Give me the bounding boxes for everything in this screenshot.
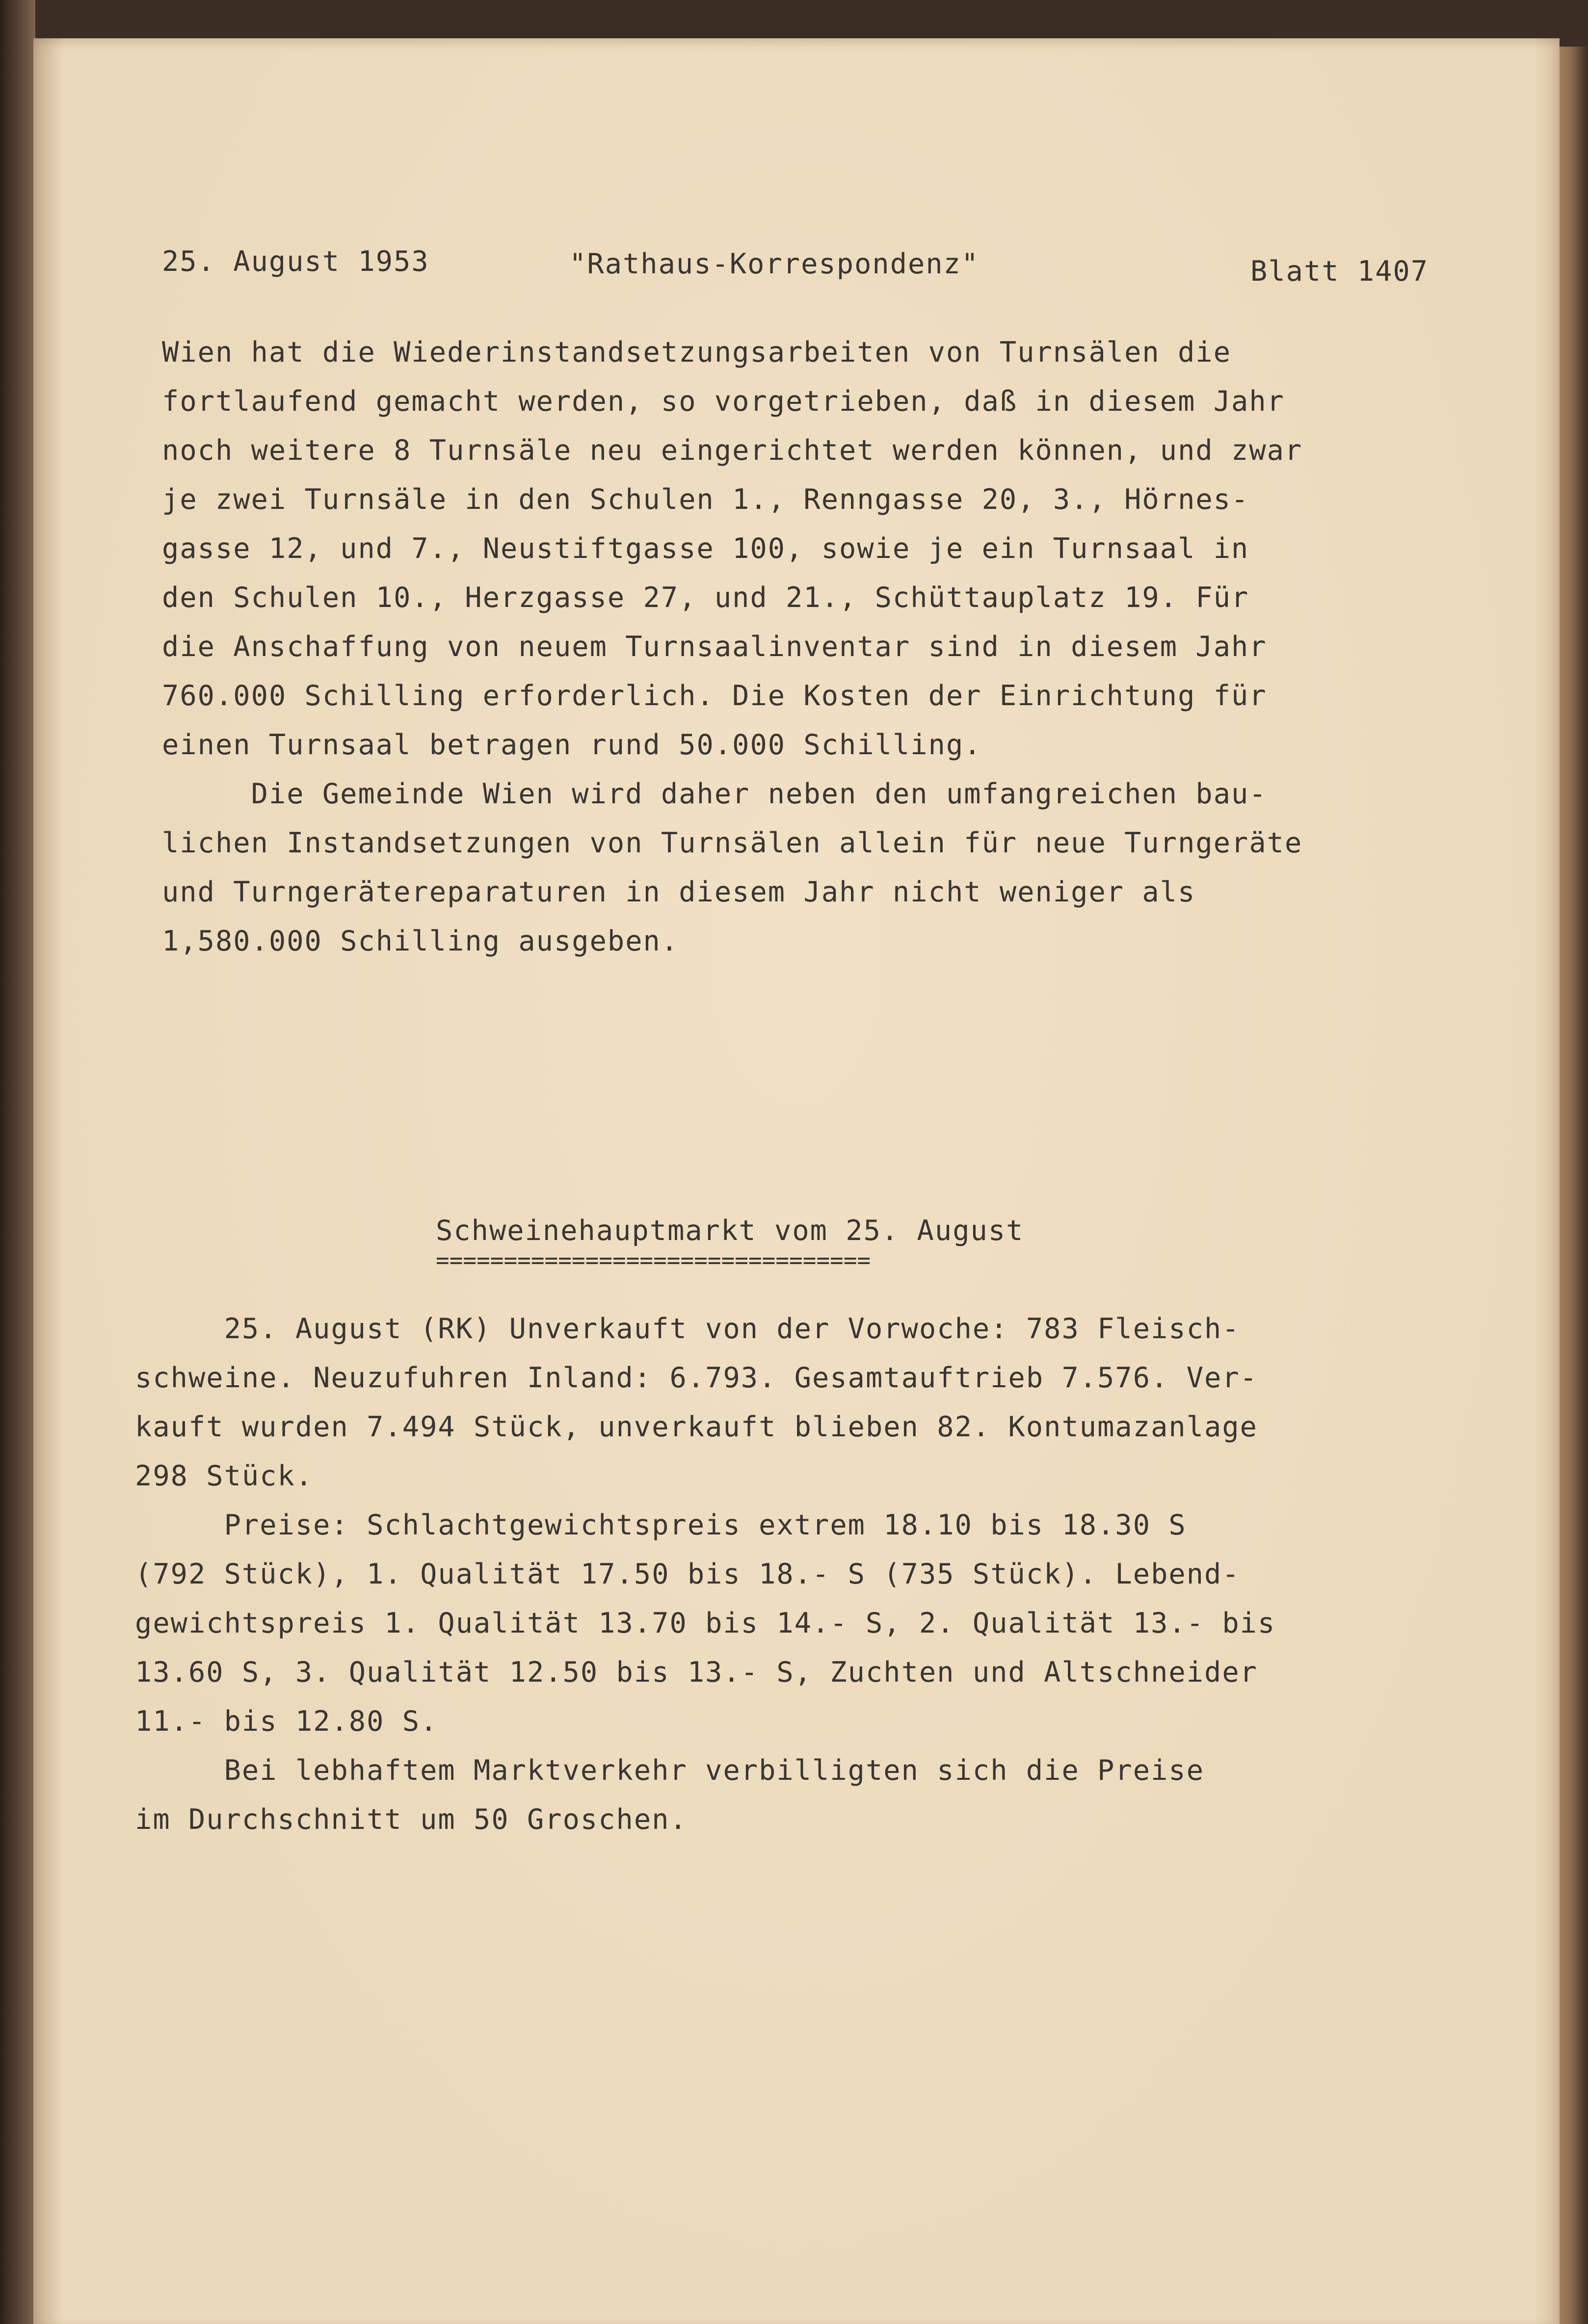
article2-line: im Durchschnitt um 50 Groschen. <box>135 1803 688 1836</box>
article1-line: einen Turnsaal betragen rund 50.000 Schilling. <box>162 729 982 761</box>
article1-line: lichen Instandsetzungen von Turnsälen allein für neue Turngeräte <box>162 827 1303 859</box>
article2-line: Bei lebhaftem Marktverkehr verbilligten sich die Preise <box>135 1754 1205 1787</box>
article2-title-underline: ================================ <box>436 1247 871 1273</box>
article2-line: 298 Stück. <box>135 1460 314 1492</box>
article2-line: 13.60 S, 3. Qualität 12.50 bis 13.- S, Zuchten und Altschneider <box>135 1656 1258 1689</box>
article1-line: Wien hat die Wiederinstandsetzungsarbeiten von Turnsälen die <box>162 336 1232 369</box>
article1-line: und Turngerätereparaturen in diesem Jahr nicht weniger als <box>162 876 1196 908</box>
header-publication: "Rathaus-Korrespondenz" <box>569 248 979 280</box>
article1-line: fortlaufend gemacht werden, so vorgetrieben, daß in diesem Jahr <box>162 385 1285 418</box>
article1-line: je zwei Turnsäle in den Schulen 1., Renngasse 20, 3., Hörnes- <box>162 483 1249 516</box>
article2-line: (792 Stück), 1. Qualität 17.50 bis 18.- S (735 Stück). Lebend- <box>135 1558 1240 1590</box>
article1-line: 760.000 Schilling erforderlich. Die Kosten der Einrichtung für <box>162 680 1267 712</box>
article1-body <box>162 336 1477 977</box>
article2-line: gewichtspreis 1. Qualität 13.70 bis 14.- S, 2. Qualität 13.- bis <box>135 1607 1276 1639</box>
article1-line: noch weitere 8 Turnsäle neu eingerichtet werden können, und zwar <box>162 434 1303 467</box>
article2-line: schweine. Neuzufuhren Inland: 6.793. Gesamtauftrieb 7.576. Ver- <box>135 1362 1258 1394</box>
book-binding-edge <box>0 0 35 2324</box>
article2-line: 25. August (RK) Unverkauft von der Vorwoche: 783 Fleisch- <box>135 1313 1240 1345</box>
article1-line: Die Gemeinde Wien wird daher neben den umfangreichen bau- <box>162 778 1267 810</box>
article2-line: Preise: Schlachtgewichtspreis extrem 18.10 bis 18.30 S <box>135 1509 1187 1541</box>
article1-line: gasse 12, und 7., Neustiftgasse 100, sowie je ein Turnsaal in <box>162 532 1249 565</box>
article1-line: 1,580.000 Schilling ausgeben. <box>162 925 679 957</box>
article1-line: den Schulen 10., Herzgasse 27, und 21., Schüttauplatz 19. Für <box>162 581 1249 614</box>
article2-line: kauft wurden 7.494 Stück, unverkauft blieben 82. Kontumazanlage <box>135 1411 1258 1443</box>
header-date: 25. August 1953 <box>162 245 429 278</box>
article2-line: 11.- bis 12.80 S. <box>135 1705 438 1738</box>
article1-line: die Anschaffung von neuem Turnsaalinventar sind in diesem Jahr <box>162 631 1267 663</box>
article2-body <box>135 1315 1509 1855</box>
header-page-number: Blatt 1407 <box>1250 255 1429 288</box>
article2-title: Schweinehauptmarkt vom 25. August <box>436 1215 1024 1247</box>
